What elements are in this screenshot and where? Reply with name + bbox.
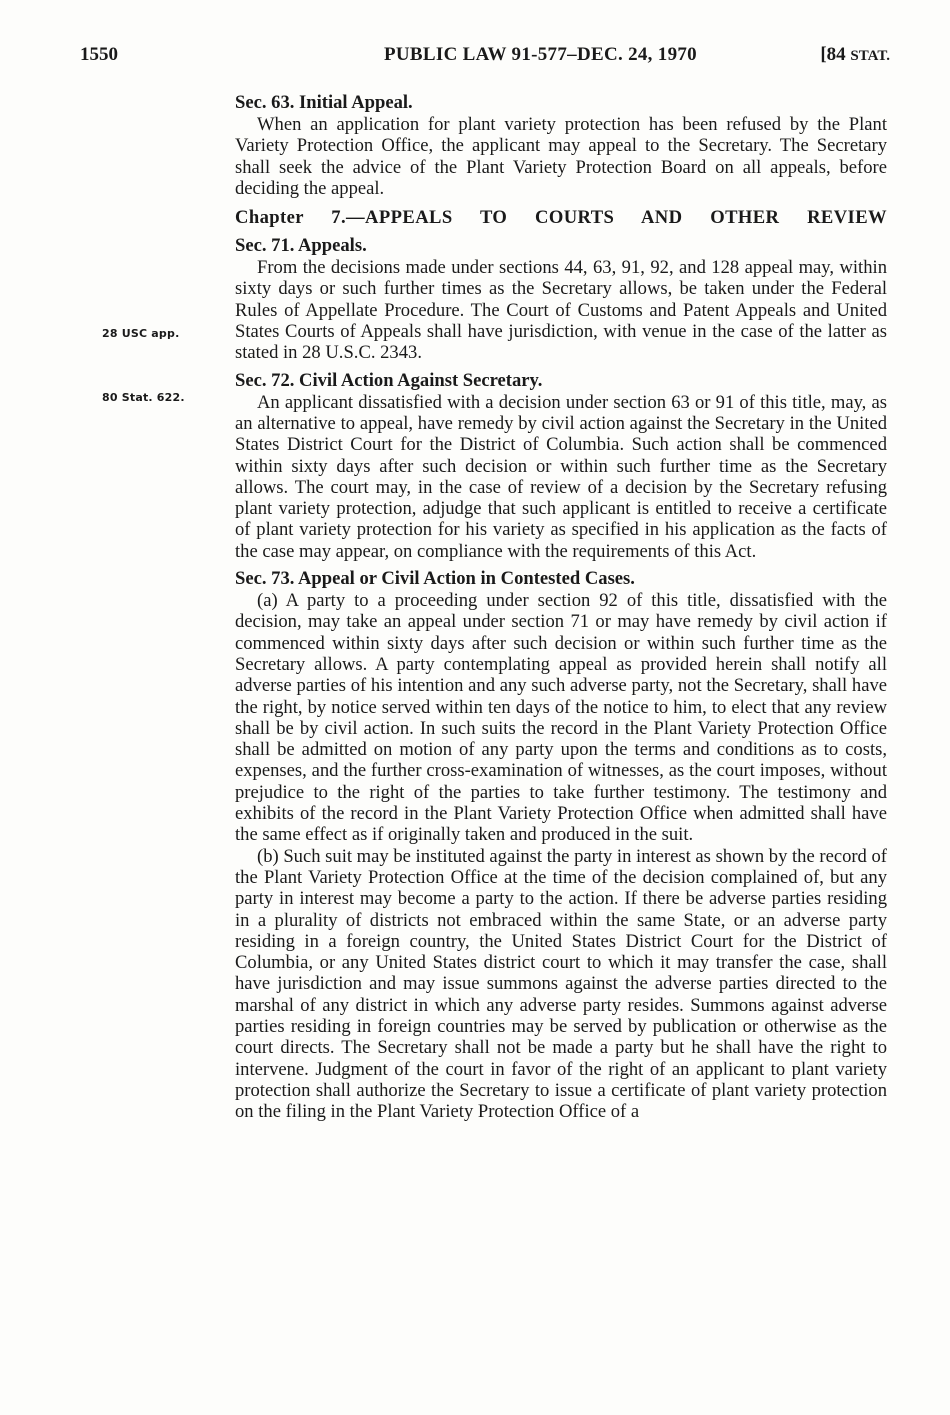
section-71 [235,235,887,363]
header-title: PUBLIC LAW 91-577–DEC. 24, 1970 [384,44,697,65]
section-paragraph: When an application for plant variety protection has been refused by the Plant Variety Protection Office, the applicant may appeal to the Secretary. The Secretary shall seek the advice of the Plant Variety Protection Board on all appeals, before deciding the appeal. [235,114,887,199]
statute-reference [820,44,890,66]
page-number: 1550 [80,44,118,65]
section-paragraph-a: (a) A party to a proceeding under section 92 of this title, dissatisfied with the decision, may take an appeal under section 71 or may have remedy by civil action if commenced within sixty days after such decision or within such further time as the Secretary allows. A party contemplating appeal as provided herein shall notify all adverse parties of his intention and any such adverse party, not the Secretary, shall have the right, by notice served within ten days of the notice to him, to elect that any review shall be by civil action. In such suits the record in the Plant Variety Protection Office shall be admitted on motion of any party upon the terms and conditions as to costs, expenses, and the further cross-examination of witnesses, as the court imposes, without prejudice to the right of the parties to take further testimony. The testimony and exhibits of the record in the Plant Variety Protection Office when admitted shall have the same effect as if originally taken and produced in the suit. [235,590,887,846]
margin-note-usc: 28 USC app. [102,327,180,340]
chapter-heading: Chapter 7.—APPEALS TO COURTS AND OTHER REVIEW [235,207,887,229]
statute-word: STAT. [850,48,890,64]
section-heading: Sec. 71. Appeals. [235,235,367,257]
section-heading: Sec. 73. Appeal or Civil Action in Contested Cases. [235,568,635,590]
section-72 [235,370,887,562]
section-heading: Sec. 63. Initial Appeal. [235,92,413,113]
section-paragraph-b: (b) Such suit may be instituted against the party in interest as shown by the record of the Plant Variety Protection Office at the time of the decision complained of, but any party in interest may become a party to the action. If there be adverse parties residing in a plurality of districts not embraced within the same State, or an adverse party residing in a foreign country, the United States District Court for the District of Columbia, or any United States district court to which it may transfer the case, shall have jurisdiction and may issue summons against the adverse parties directed to the marshal of any district in which any adverse party resides. Summons against adverse parties residing in foreign countries may be served by publication or otherwise as the court directs. The Secretary shall not be made a party but he shall have the right to intervene. Judgment of the court in favor of the right of an applicant to plant variety protection shall authorize the Secretary to issue a certificate of plant variety protection on the filing in the Plant Variety Protection Office of a [235,845,887,1123]
section-63 [235,92,887,199]
document-body [235,92,887,1122]
section-73 [235,568,887,1122]
section-paragraph: From the decisions made under sections 44, 63, 91, 92, and 128 appeal may, within sixty days or such further times as the Secretary allows, be taken under the Federal Rules of Appellate Procedure. The Court of Customs and Patent Appeals and United States Courts of Appeals shall have jurisdiction, with venue in the case of the latter as stated in 28 U.S.C. 2343. [235,257,887,364]
section-heading: Sec. 72. Civil Action Against Secretary. [235,369,543,391]
margin-note-stat: 80 Stat. 622. [102,391,185,404]
statute-prefix: [84 [820,44,851,65]
section-paragraph: An applicant dissatisfied with a decision under section 63 or 91 of this title, may, as an alternative to appeal, have remedy by civil action against the Secretary in the United States District Court for the District of Columbia. Such action shall be commenced within sixty days after such decision or within such further time as the Secretary allows. The court may, in the case of review of a decision by the Secretary refusing plant variety protection, adjudge that such applicant is entitled to receive a certificate of plant variety protection for his variety as specified in his application as the facts of the case may appear, on compliance with the requirements of this Act. [235,391,887,562]
running-header [80,44,890,74]
